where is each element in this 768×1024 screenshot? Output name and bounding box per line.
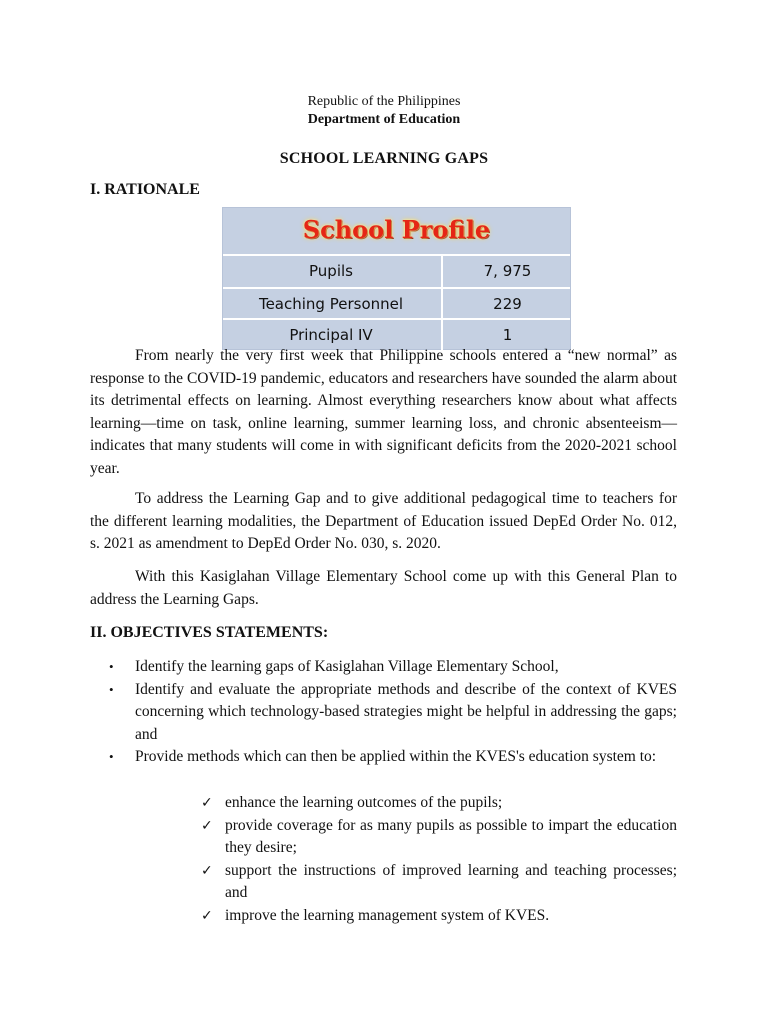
objective-text: Provide methods which can then be applied within the KVES's education system to: <box>135 748 657 765</box>
profile-row-value: 229 <box>441 289 572 320</box>
profile-row-value: 7, 975 <box>441 256 572 287</box>
school-profile-title: School Profile <box>302 215 491 244</box>
sub-objective-text: provide coverage for as many pupils as possible to impart the education they desire; <box>225 816 677 856</box>
objectives-list <box>90 656 677 769</box>
list-item <box>201 815 677 860</box>
rationale-paragraph-3: With this Kasiglahan Village Elementary School come up with this General Plan to address the Learning Gaps. <box>90 568 677 608</box>
bullet-icon: • <box>109 659 114 674</box>
profile-row-label: Pupils <box>309 262 353 280</box>
profile-row-label: Principal IV <box>289 326 373 344</box>
list-item <box>90 679 677 747</box>
list-item <box>201 792 677 815</box>
document-title: SCHOOL LEARNING GAPS <box>279 150 489 167</box>
bullet-icon: • <box>109 681 114 697</box>
school-profile-table <box>222 207 571 350</box>
profile-row <box>223 254 570 287</box>
department-line: Department of Education <box>307 112 461 127</box>
bullet-icon: • <box>109 749 114 764</box>
checkmark-icon: ✓ <box>201 795 213 811</box>
objectives-heading: II. OBJECTIVES STATEMENTS: <box>90 624 329 641</box>
checkmark-icon: ✓ <box>201 862 213 879</box>
checkmark-icon: ✓ <box>201 817 213 834</box>
sub-objective-text: improve the learning management system of KVES. <box>225 906 550 924</box>
republic-line: Republic of the Philippines <box>307 94 461 109</box>
sub-objective-text: enhance the learning outcomes of the pupils; <box>225 794 503 811</box>
list-item <box>201 860 677 905</box>
list-item <box>90 746 677 769</box>
rationale-paragraph-1: From nearly the very first week that Philippine schools entered a “new normal” as response to the COVID-19 pandemic, educators and researchers have sounded the alarm about its detrimental effects on learning. Almost everything researchers know about what affects learning—time on task, online learning, summer learning loss, and chronic absenteeism—indicates that many students will come in with significant deficits from the 2020-2021 school year. <box>90 347 677 477</box>
objective-text: Identify and evaluate the appropriate methods and describe of the context of KVES concerning which technology-based strategies might be helpful in addressing the gaps; and <box>135 680 677 743</box>
objective-text: Identify the learning gaps of Kasiglahan Village Elementary School, <box>135 658 559 675</box>
sub-objectives-list <box>201 792 677 927</box>
list-item <box>90 656 677 679</box>
checkmark-icon: ✓ <box>201 907 213 924</box>
sub-objective-text: support the instructions of improved learning and teaching processes; and <box>225 861 677 901</box>
profile-row <box>223 287 570 320</box>
rationale-paragraph-2: To address the Learning Gap and to give additional pedagogical time to teachers for the different learning modalities, the Department of Education issued DepEd Order No. 012, s. 2021 as amendment to DepEd Order No. 030, s. 2020. <box>90 490 677 552</box>
list-item <box>201 905 677 928</box>
profile-row-label: Teaching Personnel <box>258 295 404 313</box>
profile-row-value: 1 <box>441 320 572 351</box>
rationale-heading: I. RATIONALE <box>90 181 200 198</box>
